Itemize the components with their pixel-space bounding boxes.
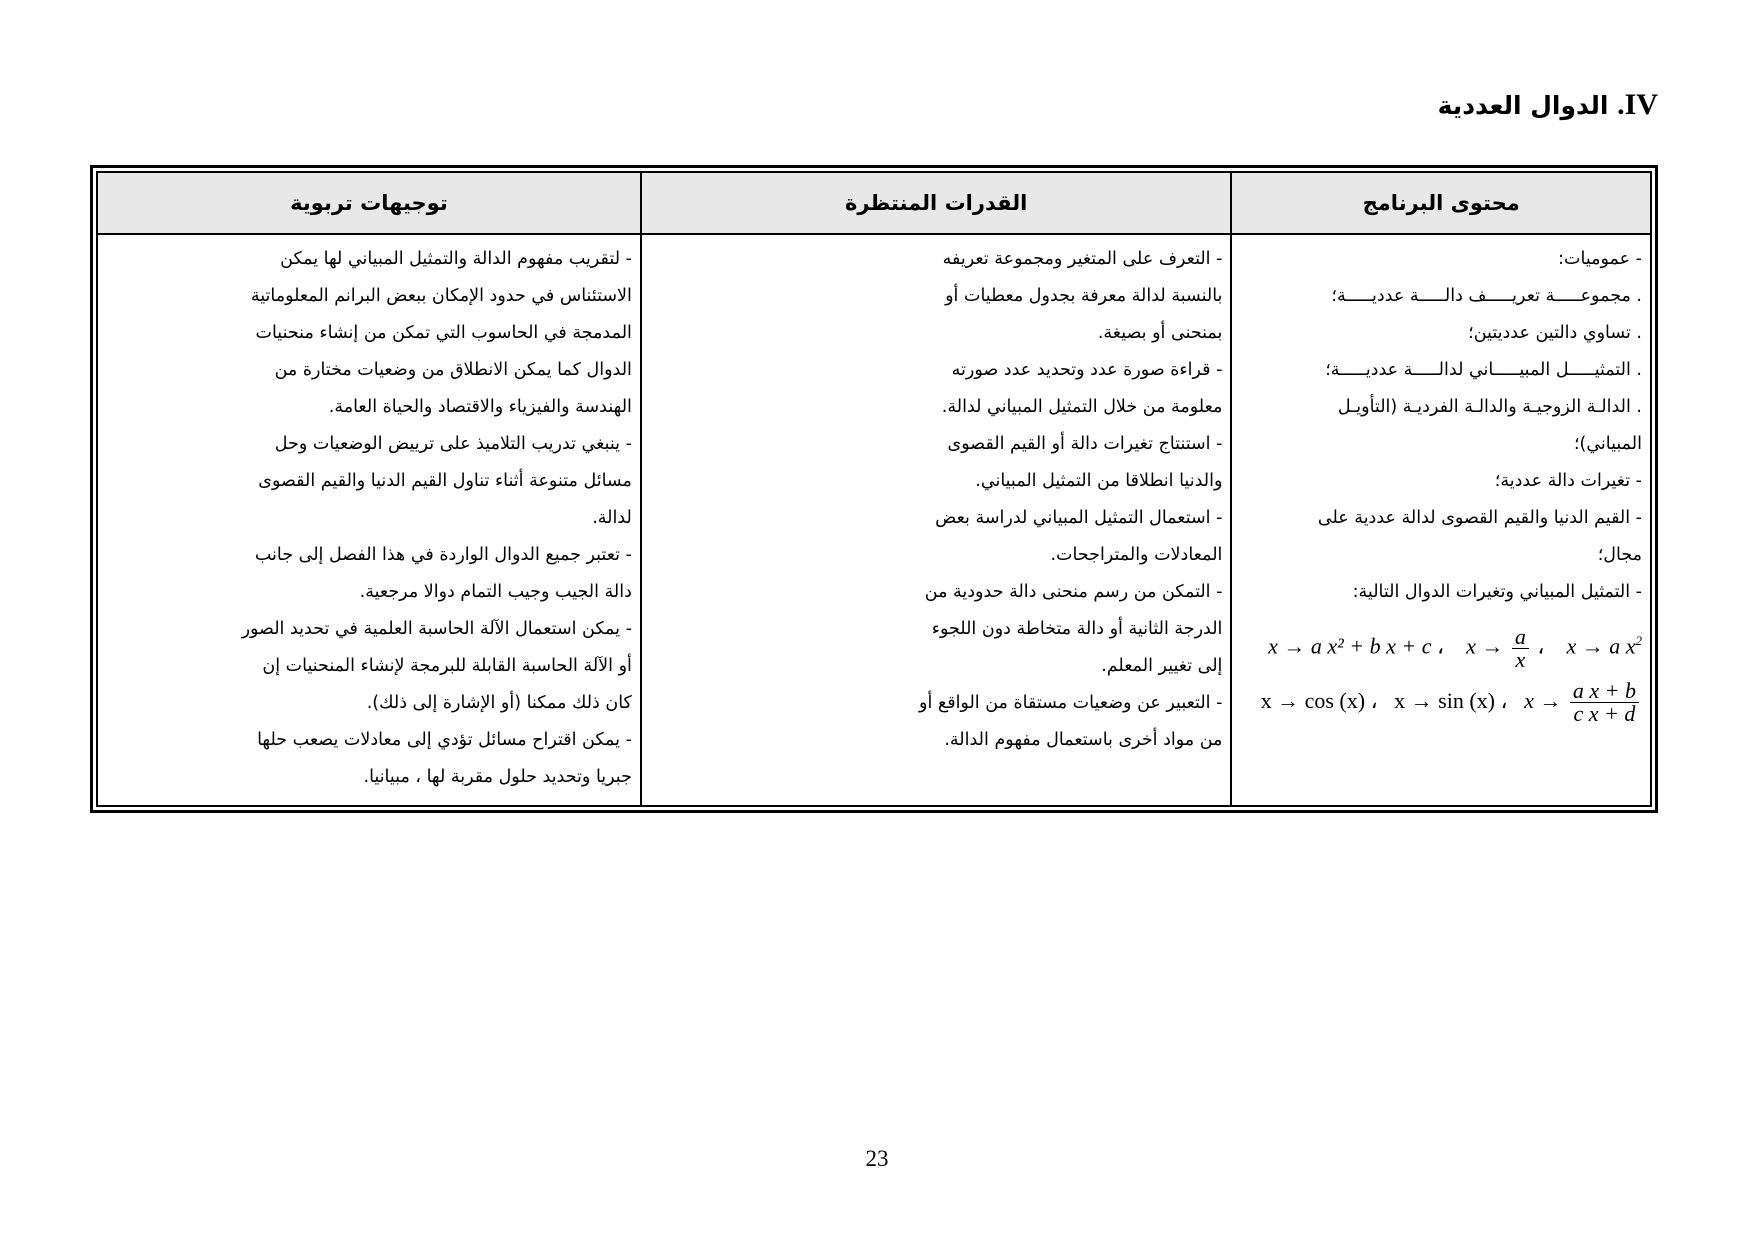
page-number: 23 [865, 1146, 889, 1171]
abilities-line: المعادلات والمتراجحات. [1050, 545, 1223, 565]
function-homographic-left: x → [1524, 688, 1562, 713]
content-cell [1231, 234, 1651, 806]
functions-row-2 [1240, 671, 1642, 731]
section-number: IV. [1617, 88, 1658, 121]
content-line: المبياني)؛ [1573, 434, 1642, 454]
program-table-frame [90, 165, 1658, 813]
functions-row-1 [1240, 611, 1642, 671]
function-square-exponent: 2 [1635, 633, 1642, 648]
fraction-numerator: a x + b [1570, 680, 1639, 703]
guidance-line: كان ذلك ممكنا (أو الإشارة إلى ذلك). [366, 693, 632, 713]
abilities-line: إلى تغيير المعلم. [1101, 656, 1223, 676]
function-separator: ، [1537, 633, 1545, 659]
program-table [96, 171, 1652, 807]
function-quadratic-full: x → a x² + b x + c [1268, 633, 1432, 659]
content-line: . الدالـة الزوجيـة والدالـة الفرديـة (التأويـل [1337, 397, 1642, 417]
function-sin: x → sin (x) [1394, 688, 1495, 713]
abilities-line: بالنسبة لدالة معرفة بجدول معطيات أو [945, 286, 1223, 306]
content-line: - تغيرات دالة عددية؛ [1494, 471, 1642, 491]
abilities-line: والدنيا انطلاقا من التمثيل المبياني. [975, 471, 1223, 491]
guidance-line: - تعتبر جميع الدوال الواردة في هذا الفصل إلى جانب [254, 545, 632, 565]
abilities-cell [641, 234, 1232, 806]
guidance-line: - لتقريب مفهوم الدالة والتمثيل المبياني لها يمكن [280, 249, 632, 269]
guidance-line: - يمكن استعمال الآلة الحاسبة العلمية في تحديد الصور [241, 619, 632, 639]
guidance-line: المدمجة في الحاسوب التي تمكن من إنشاء منحنيات [255, 323, 632, 343]
guidance-line: مسائل متنوعة أثناء تناول القيم الدنيا والقيم القصوى [258, 471, 632, 491]
content-line: - التمثيل المبياني وتغيرات الدوال التالية: [1352, 582, 1642, 602]
function-inverse-fraction [1512, 623, 1529, 672]
abilities-line: - استنتاج تغيرات دالة أو القيم القصوى [947, 434, 1223, 454]
guidance-line: - يمكن اقتراح مسائل تؤدي إلى معادلات يصعب حلها [257, 730, 632, 750]
guidance-line: الهندسة والفيزياء والاقتصاد والحياة العامة. [328, 397, 632, 417]
guidance-line: دالة الجيب وجيب التمام دوالا مرجعية. [359, 582, 632, 602]
header-guidance: توجيهات تربوية [97, 172, 641, 234]
section-heading [1438, 88, 1658, 122]
function-separator: ، [1436, 633, 1445, 659]
content-line: . تساوي دالتين عدديتين؛ [1468, 323, 1642, 343]
abilities-line: - قراءة صورة عدد وتحديد عدد صورته [951, 360, 1223, 380]
fraction-denominator: c x + d [1573, 701, 1636, 727]
function-inverse-left: x → [1466, 633, 1504, 659]
guidance-line: - ينبغي تدريب التلاميذ على ترييض الوضعيات وحل [274, 434, 632, 454]
content-line: - عموميات: [1558, 249, 1642, 269]
function-homographic-fraction [1570, 680, 1639, 725]
function-separator: ، [1370, 688, 1378, 713]
abilities-line: - التعرف على المتغير ومجموعة تعريفه [942, 249, 1223, 269]
abilities-line: - استعمال التمثيل المبياني لدراسة بعض [935, 508, 1223, 528]
content-line: مجال؛ [1597, 545, 1642, 565]
abilities-line: - التعبير عن وضعيات مستقاة من الواقع أو [919, 693, 1223, 713]
abilities-line: من مواد أخرى باستعمال مفهوم الدالة. [944, 730, 1223, 750]
abilities-line: معلومة من خلال التمثيل المبياني لدالة. [941, 397, 1223, 417]
section-title-text: الدوال العددية [1437, 91, 1609, 120]
guidance-line: أو الآلة الحاسبة القابلة للبرمجة لإنشاء المنحنيات إن [262, 656, 632, 676]
abilities-line: الدرجة الثانية أو دالة متخاطة دون اللجوء [931, 619, 1223, 639]
content-line: - القيم الدنيا والقيم القصوى لدالة عددية على [1317, 508, 1642, 528]
function-square-left: x → a x [1566, 633, 1636, 659]
guidance-line: الاستئناس في حدود الإمكان ببعض البرانم المعلوماتية [250, 286, 632, 306]
content-line: . مجموعـــــة تعريـــــف دالـــــة عدديـــــة؛ [1331, 286, 1642, 306]
guidance-line: الدوال كما يمكن الانطلاق من وضعيات مختارة من [274, 360, 632, 380]
header-content: محتوى البرنامج [1231, 172, 1651, 234]
function-separator: ، [1500, 688, 1508, 713]
fraction-numerator: a [1512, 626, 1529, 649]
guidance-line: لدالة. [592, 508, 632, 528]
fraction-denominator: x [1515, 646, 1526, 672]
abilities-line: بمنحنى أو بصيغة. [1097, 323, 1223, 343]
header-abilities: القدرات المنتظرة [641, 172, 1232, 234]
function-cos: x → cos (x) [1260, 688, 1366, 713]
guidance-line: جبريا وتحديد حلول مقربة لها ، مبيانيا. [363, 767, 632, 787]
abilities-line: - التمكن من رسم منحنى دالة حدودية من [924, 582, 1223, 602]
guidance-cell [97, 234, 641, 806]
content-line: . التمثيـــــل المبيـــــاني لدالـــــة عدديـــــة؛ [1325, 360, 1642, 380]
